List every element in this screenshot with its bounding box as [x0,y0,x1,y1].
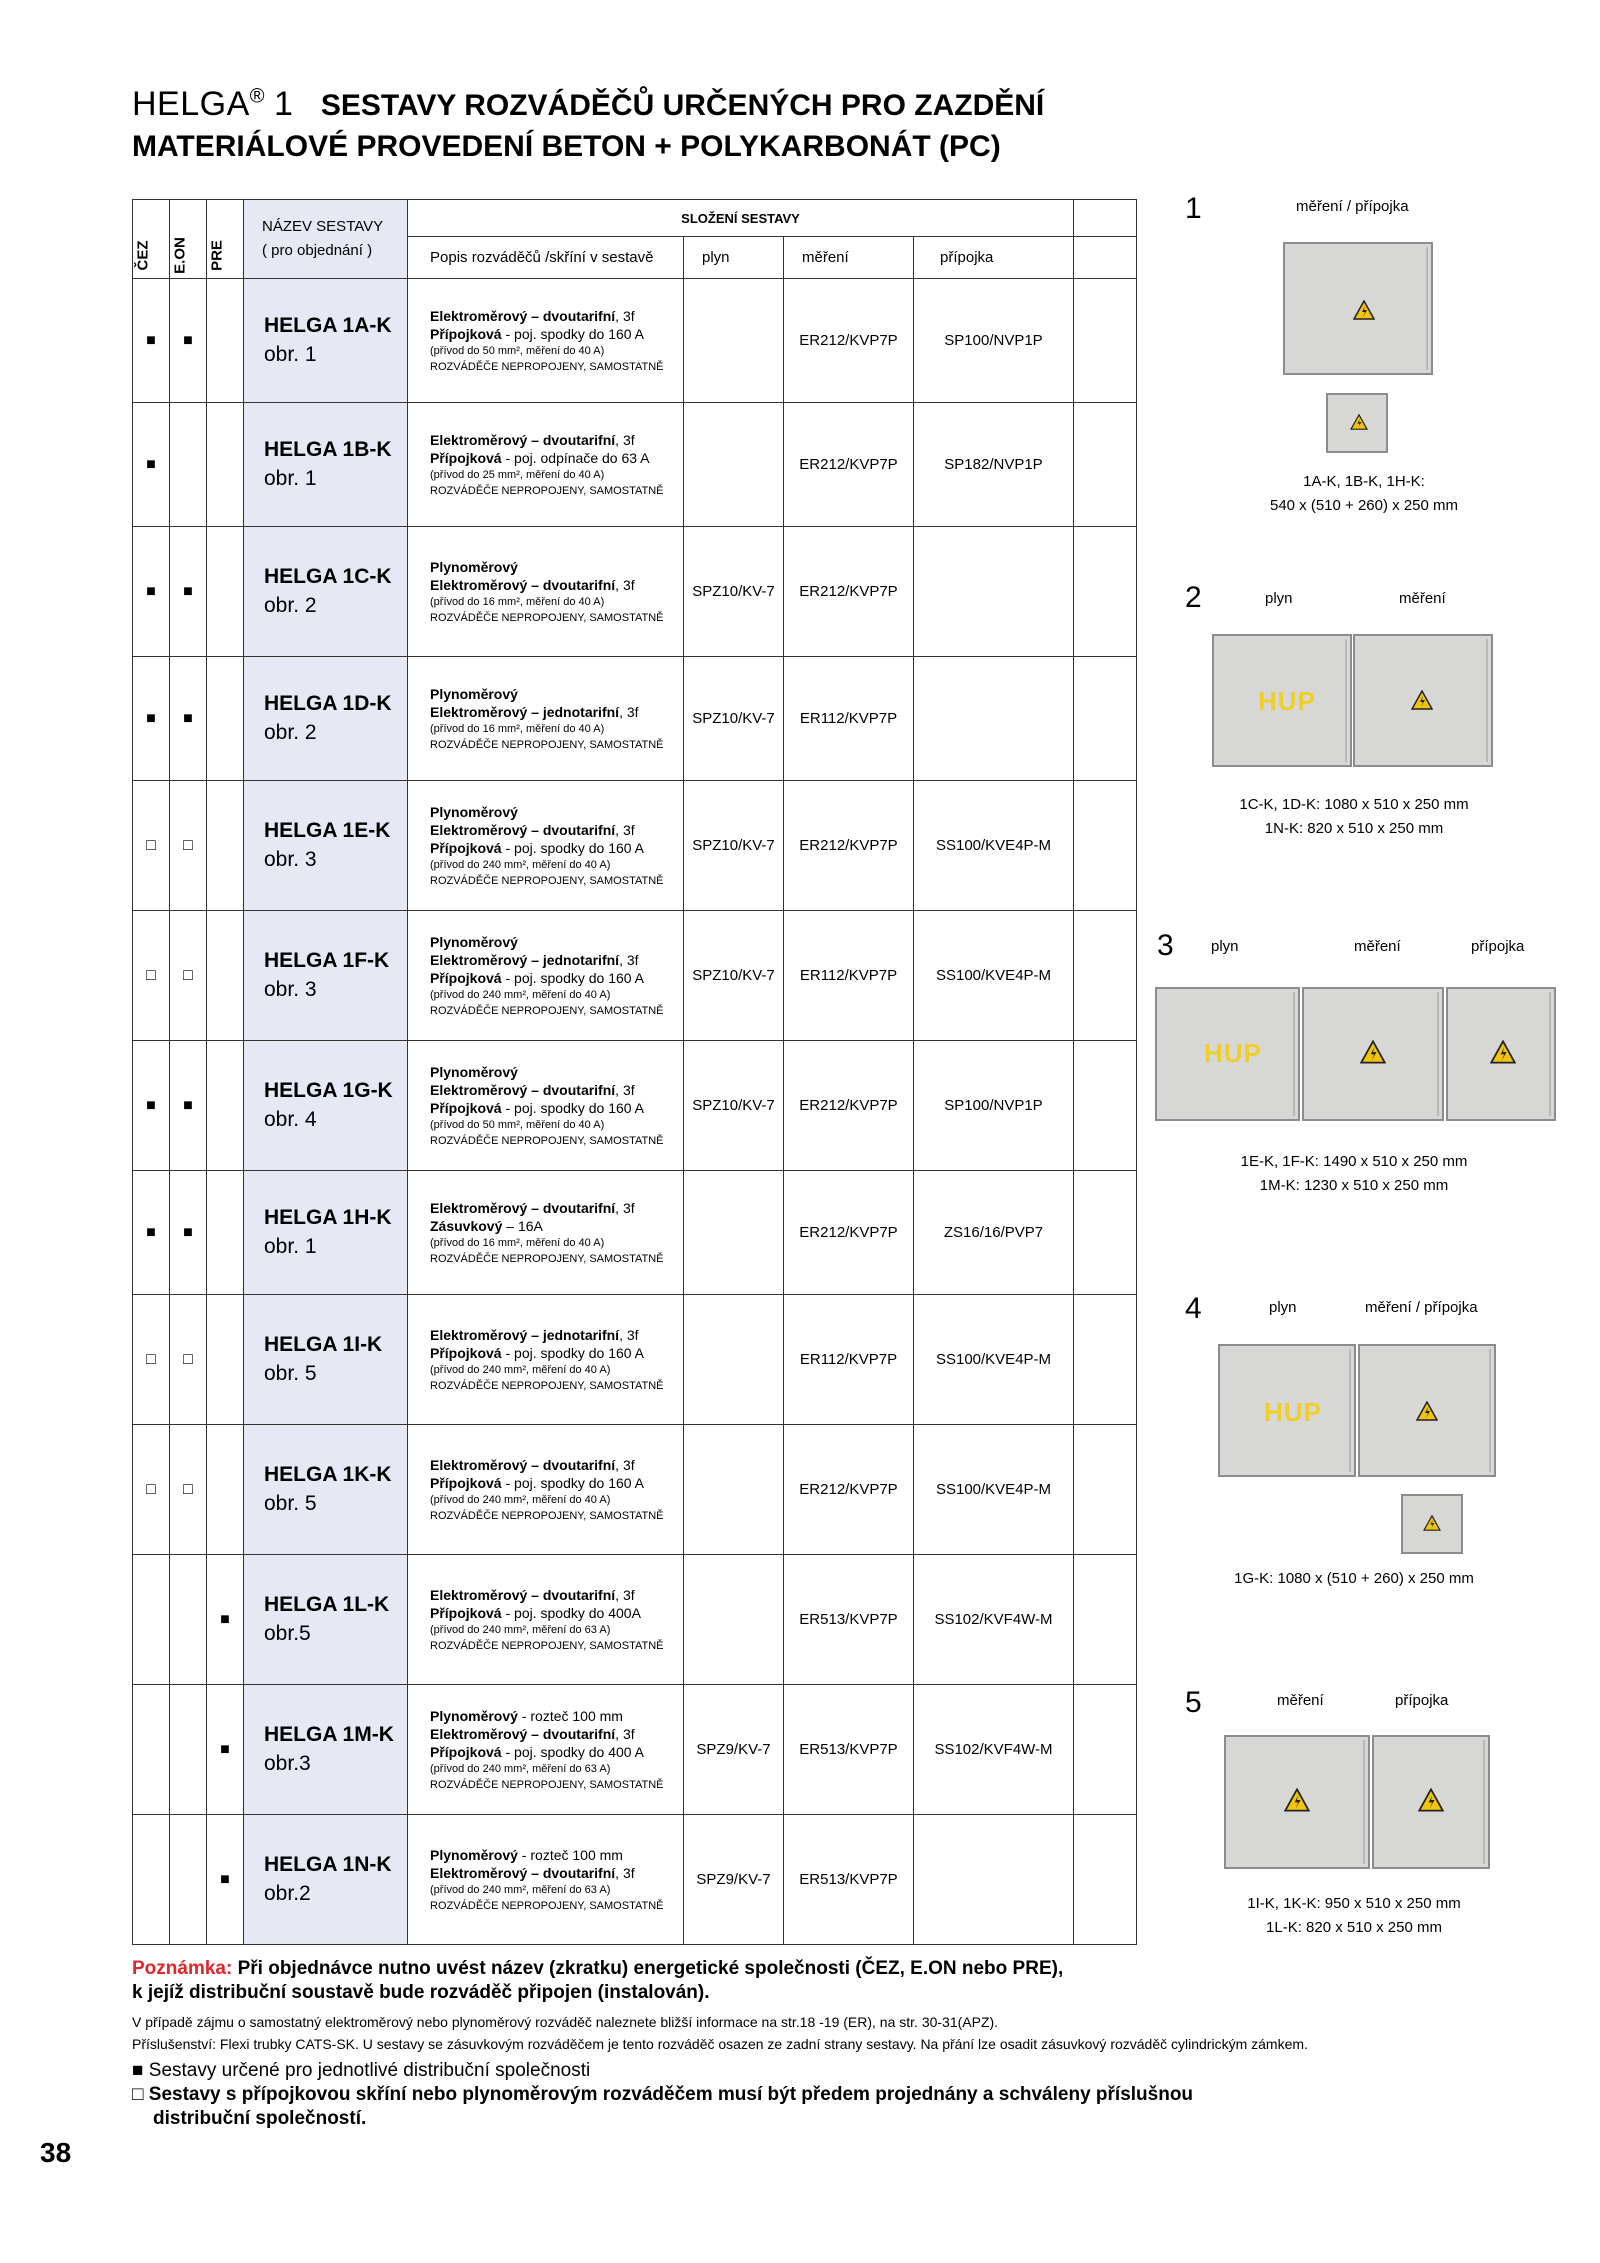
extra-cell [1074,1685,1137,1815]
empty-square-icon: □ [132,2084,144,2105]
desc-note: ROZVÁDĚČE NEPROPOJENY, SAMOSTATNĚ [430,1004,664,1017]
assembly-name: HELGA 1N-K [264,1852,392,1876]
desc-supply: (přívod do 240 mm², měření do 63 A) [430,1623,611,1636]
figure-4-label-mereni-pripojka: měření / přípojka [1365,1299,1478,1316]
desc-meter: Elektroměrový – jednotarifní, 3f [430,951,639,968]
assembly-name: HELGA 1M-K [264,1722,394,1746]
assembly-name-cell [244,657,408,781]
gas-value: SPZ10/KV-7 [684,527,784,657]
pre-mark [207,403,244,527]
assembly-name-cell [244,1171,408,1295]
assembly-name-cell [244,1041,408,1171]
desc-meter: Elektroměrový – dvoutarifní, 3f [430,1864,635,1881]
col-popis: Popis rozváděčů /skříní v sestavě [408,237,684,279]
figure-ref: obr.3 [264,1751,311,1775]
desc-meter: Elektroměrový – dvoutarifní, 3f [430,576,635,593]
brand-name: HELGA [132,85,250,123]
connection-value: SS100/KVE4P-M [914,911,1074,1041]
desc-meter: Elektroměrový – dvoutarifní, 3f [430,821,635,838]
eon-mark: □ [170,781,207,911]
desc-meter: Elektroměrový – jednotarifní, 3f [430,1326,639,1343]
desc-connection: Přípojková - poj. spodky do 160 A [430,1344,645,1361]
pre-mark [207,279,244,403]
desc-supply: (přívod do 240 mm², měření do 40 A) [430,1493,611,1506]
extra-cell [1074,1425,1137,1555]
figure-4-label-plyn: plyn [1269,1299,1297,1316]
table-row [133,1555,1137,1685]
desc-note: ROZVÁDĚČE NEPROPOJENY, SAMOSTATNĚ [430,1134,664,1147]
figure-ref: obr. 2 [264,593,317,617]
figure-2-dims: 1C-K, 1D-K: 1080 x 510 x 250 mm 1N-K: 820 x 510 x 250 mm [1239,796,1469,837]
desc-note: ROZVÁDĚČE NEPROPOJENY, SAMOSTATNĚ [430,1252,664,1265]
eon-mark: ■ [170,1041,207,1171]
page-number: 38 [40,2137,72,2168]
note-text-2: k jejíž distribuční soustavě bude rozváděč připojen (instalován). [132,1982,710,2003]
figure-ref: obr. 1 [264,466,317,490]
pre-mark [207,1041,244,1171]
desc-supply: (přívod do 240 mm², měření do 40 A) [430,858,611,871]
gas-value [684,1295,784,1425]
figure-3-dims: 1E-K, 1F-K: 1490 x 510 x 250 mm 1M-K: 1230 x 510 x 250 mm [1240,1153,1468,1194]
assembly-name-cell [244,403,408,527]
info-line-1: V případě zájmu o samostatný elektroměrový nebo plynoměrový rozváděč naleznete bližší informace na str.18 -19 (ER), na str. 30-31(APZ). [132,2014,999,2030]
cez-mark: □ [133,1295,170,1425]
table-row [133,911,1137,1041]
hup-label: HUP [1264,1397,1322,1427]
desc-meter: Elektroměrový – dvoutarifní, 3f [430,1081,635,1098]
pre-mark [207,781,244,911]
desc-meter: Elektroměrový – dvoutarifní, 3f [430,1725,635,1742]
meter-value: ER513/KVP7P [784,1685,914,1815]
figure-2-label-mereni: měření [1399,590,1446,607]
gas-value: SPZ10/KV-7 [684,781,784,911]
assemblies-table [132,199,1137,1945]
pre-mark: ■ [207,1555,244,1685]
figure-ref: obr. 1 [264,1234,317,1258]
assembly-name-cell [244,527,408,657]
extra-cell [1074,1041,1137,1171]
desc-meter: Elektroměrový – dvoutarifní, 3f [430,1586,635,1603]
figure-3-number: 3 [1157,929,1174,962]
connection-value: SS100/KVE4P-M [914,1295,1074,1425]
hup-label: HUP [1204,1038,1262,1068]
extra-cell [1074,1171,1137,1295]
description-cell [408,1815,684,1945]
title-main: SESTAVY ROZVÁDĚČŮ URČENÝCH PRO ZAZDĚNÍ [320,89,1045,122]
desc-supply: (přívod do 50 mm², měření do 40 A) [430,344,605,357]
connection-value [914,657,1074,781]
eon-mark: □ [170,1295,207,1425]
meter-value: ER212/KVP7P [784,1041,914,1171]
desc-supply: (přívod do 25 mm², měření do 40 A) [430,468,605,481]
gas-value [684,403,784,527]
meter-value: ER112/KVP7P [784,657,914,781]
table-row [133,657,1137,781]
assembly-name-cell [244,1425,408,1555]
col-pre: PRE [207,200,244,279]
desc-note: ROZVÁDĚČE NEPROPOJENY, SAMOSTATNĚ [430,874,664,887]
gas-value [684,1171,784,1295]
description-cell [408,1041,684,1171]
meter-value: ER212/KVP7P [784,527,914,657]
extra-cell [1074,279,1137,403]
figure-3-label-plyn: plyn [1211,938,1239,955]
col-pripojka: přípojka [914,237,1074,279]
description-cell [408,403,684,527]
eon-mark: □ [170,911,207,1041]
figure-1-label: měření / přípojka [1296,198,1409,215]
connection-value: SS102/KVF4W-M [914,1555,1074,1685]
gas-value: SPZ10/KV-7 [684,1041,784,1171]
desc-note: ROZVÁDĚČE NEPROPOJENY, SAMOSTATNĚ [430,1509,664,1522]
desc-note: ROZVÁDĚČE NEPROPOJENY, SAMOSTATNĚ [430,1899,664,1912]
hup-label: HUP [1258,686,1316,716]
description-cell [408,1295,684,1425]
col-eon: E.ON [170,200,207,279]
assembly-name-cell [244,1685,408,1815]
col-name: NÁZEV SESTAVY ( pro objednání ) [244,200,408,279]
description-cell [408,1171,684,1295]
cez-mark [133,1685,170,1815]
pre-mark [207,527,244,657]
connection-value [914,1815,1074,1945]
assembly-name-cell [244,1815,408,1945]
figure-4-number: 4 [1185,1292,1202,1325]
cez-mark: □ [133,781,170,911]
desc-connection: Přípojková - poj. spodky do 400A [430,1604,641,1621]
desc-gas: Plynoměrový - rozteč 100 mm [430,1846,623,1863]
page-subtitle: MATERIÁLOVÉ PROVEDENÍ BETON + POLYKARBONÁT (PC) [132,130,1001,163]
extra-cell [1074,1295,1137,1425]
desc-connection: Přípojková - poj. odpínače do 63 A [430,449,650,466]
figure-ref: obr. 3 [264,977,317,1001]
figure-2-number: 2 [1185,581,1202,614]
gas-value: SPZ10/KV-7 [684,911,784,1041]
desc-gas: Plynoměrový [430,803,518,820]
connection-value: SP182/NVP1P [914,403,1074,527]
gas-value [684,279,784,403]
figure-ref: obr.2 [264,1881,311,1905]
description-cell [408,527,684,657]
description-cell [408,657,684,781]
cez-mark [133,1815,170,1945]
assembly-name-cell [244,781,408,911]
pre-mark [207,1425,244,1555]
meter-value: ER212/KVP7P [784,403,914,527]
description-cell [408,911,684,1041]
cez-mark: □ [133,1425,170,1555]
connection-value: ZS16/16/PVP7 [914,1171,1074,1295]
extra-cell [1074,911,1137,1041]
gas-value: SPZ10/KV-7 [684,657,784,781]
desc-supply: (přívod do 16 mm², měření do 40 A) [430,1236,605,1249]
cez-mark: ■ [133,403,170,527]
connection-value: SP100/NVP1P [914,1041,1074,1171]
gas-value [684,1425,784,1555]
desc-meter: Elektroměrový – jednotarifní, 3f [430,703,639,720]
figure-ref: obr. 2 [264,720,317,744]
filled-square-icon: ■ [132,2060,144,2081]
pre-mark [207,911,244,1041]
description-cell [408,1685,684,1815]
desc-connection: Přípojková - poj. spodky do 160 A [430,1474,645,1491]
desc-meter: Elektroměrový – dvoutarifní, 3f [430,307,635,324]
cez-mark: ■ [133,279,170,403]
desc-gas: Plynoměrový [430,685,518,702]
connection-value: SP100/NVP1P [914,279,1074,403]
title-block [132,84,1332,168]
description-cell [408,1555,684,1685]
desc-gas: Plynoměrový - rozteč 100 mm [430,1707,623,1724]
col-cez: ČEZ [133,200,170,279]
assembly-name: HELGA 1G-K [264,1078,393,1102]
extra-cell [1074,657,1137,781]
table-row [133,1295,1137,1425]
desc-connection: Přípojková - poj. spodky do 160 A [430,325,645,342]
col-extra [1074,200,1137,237]
desc-supply: (přívod do 240 mm², měření do 63 A) [430,1883,611,1896]
assembly-name: HELGA 1C-K [264,564,392,588]
desc-supply: (přívod do 240 mm², měření do 63 A) [430,1762,611,1775]
pre-mark [207,1295,244,1425]
col-mereni: měření [784,237,914,279]
meter-value: ER112/KVP7P [784,1295,914,1425]
extra-cell [1074,403,1137,527]
figure-5-label-mereni: měření [1277,1692,1324,1709]
assembly-name: HELGA 1F-K [264,948,390,972]
note-main [132,1957,1472,1981]
desc-note: ROZVÁDĚČE NEPROPOJENY, SAMOSTATNĚ [430,738,664,751]
figure-3-label-pripojka: přípojka [1471,938,1525,955]
desc-note: ROZVÁDĚČE NEPROPOJENY, SAMOSTATNĚ [430,1639,664,1652]
eon-mark: ■ [170,527,207,657]
table-row [133,1685,1137,1815]
eon-mark [170,1555,207,1685]
registered-mark: ® [249,85,265,108]
pre-mark: ■ [207,1815,244,1945]
eon-mark: ■ [170,279,207,403]
description-cell [408,1425,684,1555]
figure-5-dims: 1I-K, 1K-K: 950 x 510 x 250 mm 1L-K: 820 x 510 x 250 mm [1247,1895,1461,1936]
desc-supply: (přívod do 240 mm², měření do 40 A) [430,988,611,1001]
extra-cell [1074,1815,1137,1945]
col-extra-sub [1074,237,1137,279]
table-row [133,279,1137,403]
assembly-name: HELGA 1A-K [264,313,392,337]
desc-gas: Plynoměrový [430,558,518,575]
assembly-name: HELGA 1L-K [264,1592,390,1616]
eon-mark [170,1685,207,1815]
extra-cell [1074,1555,1137,1685]
series-number: 1 [273,85,294,123]
desc-gas: Plynoměrový [430,1063,518,1080]
table-head-row-1 [133,200,1137,237]
assembly-name: HELGA 1E-K [264,818,391,842]
desc-connection: Přípojková - poj. spodky do 400 A [430,1743,645,1760]
cez-mark: □ [133,911,170,1041]
eon-mark [170,403,207,527]
gas-value [684,1555,784,1685]
figure-5-number: 5 [1185,1686,1202,1719]
description-cell [408,781,684,911]
pre-mark [207,657,244,781]
assembly-name: HELGA 1I-K [264,1332,383,1356]
eon-mark: ■ [170,657,207,781]
figure-5-label-pripojka: přípojka [1395,1692,1449,1709]
table-row [133,1815,1137,1945]
gas-value: SPZ9/KV-7 [684,1815,784,1945]
desc-note: ROZVÁDĚČE NEPROPOJENY, SAMOSTATNĚ [430,1379,664,1392]
figure-4-dims: 1G-K: 1080 x (510 + 260) x 250 mm [1234,1570,1474,1587]
meter-value: ER513/KVP7P [784,1815,914,1945]
assembly-name: HELGA 1B-K [264,437,392,461]
desc-connection: Přípojková - poj. spodky do 160 A [430,1099,645,1116]
desc-gas: Plynoměrový [430,933,518,950]
figure-1-dims: 1A-K, 1B-K, 1H-K: 540 x (510 + 260) x 250 mm [1269,473,1459,514]
assembly-name: HELGA 1K-K [264,1462,392,1486]
connection-value: SS100/KVE4P-M [914,781,1074,911]
desc-meter: Elektroměrový – dvoutarifní, 3f [430,1199,635,1216]
table-row [133,527,1137,657]
figure-1-number: 1 [1185,192,1202,225]
assembly-name-cell [244,1555,408,1685]
col-plyn: plyn [684,237,784,279]
note-label: Poznámka: [132,1958,233,1979]
desc-note: ROZVÁDĚČE NEPROPOJENY, SAMOSTATNĚ [430,1778,664,1791]
col-composition: SLOŽENÍ SESTAVY [408,200,1074,237]
cez-mark: ■ [133,1171,170,1295]
gas-value: SPZ9/KV-7 [684,1685,784,1815]
meter-value: ER212/KVP7P [784,279,914,403]
pre-mark: ■ [207,1685,244,1815]
cez-mark [133,1555,170,1685]
desc-note: ROZVÁDĚČE NEPROPOJENY, SAMOSTATNĚ [430,611,664,624]
desc-note: ROZVÁDĚČE NEPROPOJENY, SAMOSTATNĚ [430,484,664,497]
desc-meter: Elektroměrový – dvoutarifní, 3f [430,431,635,448]
connection-value: SS100/KVE4P-M [914,1425,1074,1555]
cez-mark: ■ [133,1041,170,1171]
meter-value: ER212/KVP7P [784,781,914,911]
assembly-name-cell [244,279,408,403]
figure-ref: obr. 5 [264,1491,317,1515]
cez-mark: ■ [133,657,170,781]
assembly-name-cell [244,911,408,1041]
table-row [133,1425,1137,1555]
figure-2-label-plyn: plyn [1265,590,1293,607]
note-text: Při objednávce nutno uvést název (zkratku) energetické společnosti (ČEZ, E.ON nebo PRE), [232,1958,1064,1979]
connection-value: SS102/KVF4W-M [914,1685,1074,1815]
desc-meter: Elektroměrový – dvoutarifní, 3f [430,1456,635,1473]
desc-supply: (přívod do 240 mm², měření do 40 A) [430,1363,611,1376]
notes-block [132,1957,1472,2131]
cez-mark: ■ [133,527,170,657]
table-row [133,781,1137,911]
extra-cell [1074,781,1137,911]
table-row [133,1171,1137,1295]
extra-cell [1074,527,1137,657]
desc-note: ROZVÁDĚČE NEPROPOJENY, SAMOSTATNĚ [430,360,664,373]
desc-supply: (přívod do 16 mm², měření do 40 A) [430,595,605,608]
eon-mark [170,1815,207,1945]
legend-empty-2: distribuční společností. [153,2108,367,2129]
figure-ref: obr.5 [264,1621,311,1645]
assembly-name: HELGA 1D-K [264,691,392,715]
assembly-name: HELGA 1H-K [264,1205,392,1229]
desc-connection: Přípojková - poj. spodky do 160 A [430,839,645,856]
meter-value: ER212/KVP7P [784,1171,914,1295]
eon-mark: ■ [170,1171,207,1295]
table-row [133,1041,1137,1171]
pre-mark [207,1171,244,1295]
description-cell [408,279,684,403]
figure-ref: obr. 5 [264,1361,317,1385]
assembly-name-cell [244,1295,408,1425]
legend-filled: ■ Sestavy určené pro jednotlivé distribuční společnosti [132,2060,591,2081]
legend-empty: □ Sestavy s přípojkovou skříní nebo plynoměrovým rozváděčem musí být předem projednány a schváleny příslušnou [132,2084,1194,2105]
desc-connection: Zásuvkový – 16A [430,1217,543,1234]
page-title [132,84,1332,126]
meter-value: ER112/KVP7P [784,911,914,1041]
table-row [133,403,1137,527]
figure-3-label-mereni: měření [1354,938,1401,955]
connection-value [914,527,1074,657]
figure-ref: obr. 4 [264,1107,317,1131]
eon-mark: □ [170,1425,207,1555]
desc-supply: (přívod do 16 mm², měření do 40 A) [430,722,605,735]
info-line-2: Příslušenství: Flexi trubky CATS-SK. U sestavy se zásuvkovým rozváděčem je tento rozváděč osazen ze zadní strany sestavy. Na přání lze osadit zásuvkový rozváděč cylindrickým zámkem. [132,2036,1308,2052]
meter-value: ER212/KVP7P [784,1425,914,1555]
desc-supply: (přívod do 50 mm², měření do 40 A) [430,1118,605,1131]
meter-value: ER513/KVP7P [784,1555,914,1685]
figure-ref: obr. 1 [264,342,317,366]
desc-connection: Přípojková - poj. spodky do 160 A [430,969,645,986]
figure-ref: obr. 3 [264,847,317,871]
